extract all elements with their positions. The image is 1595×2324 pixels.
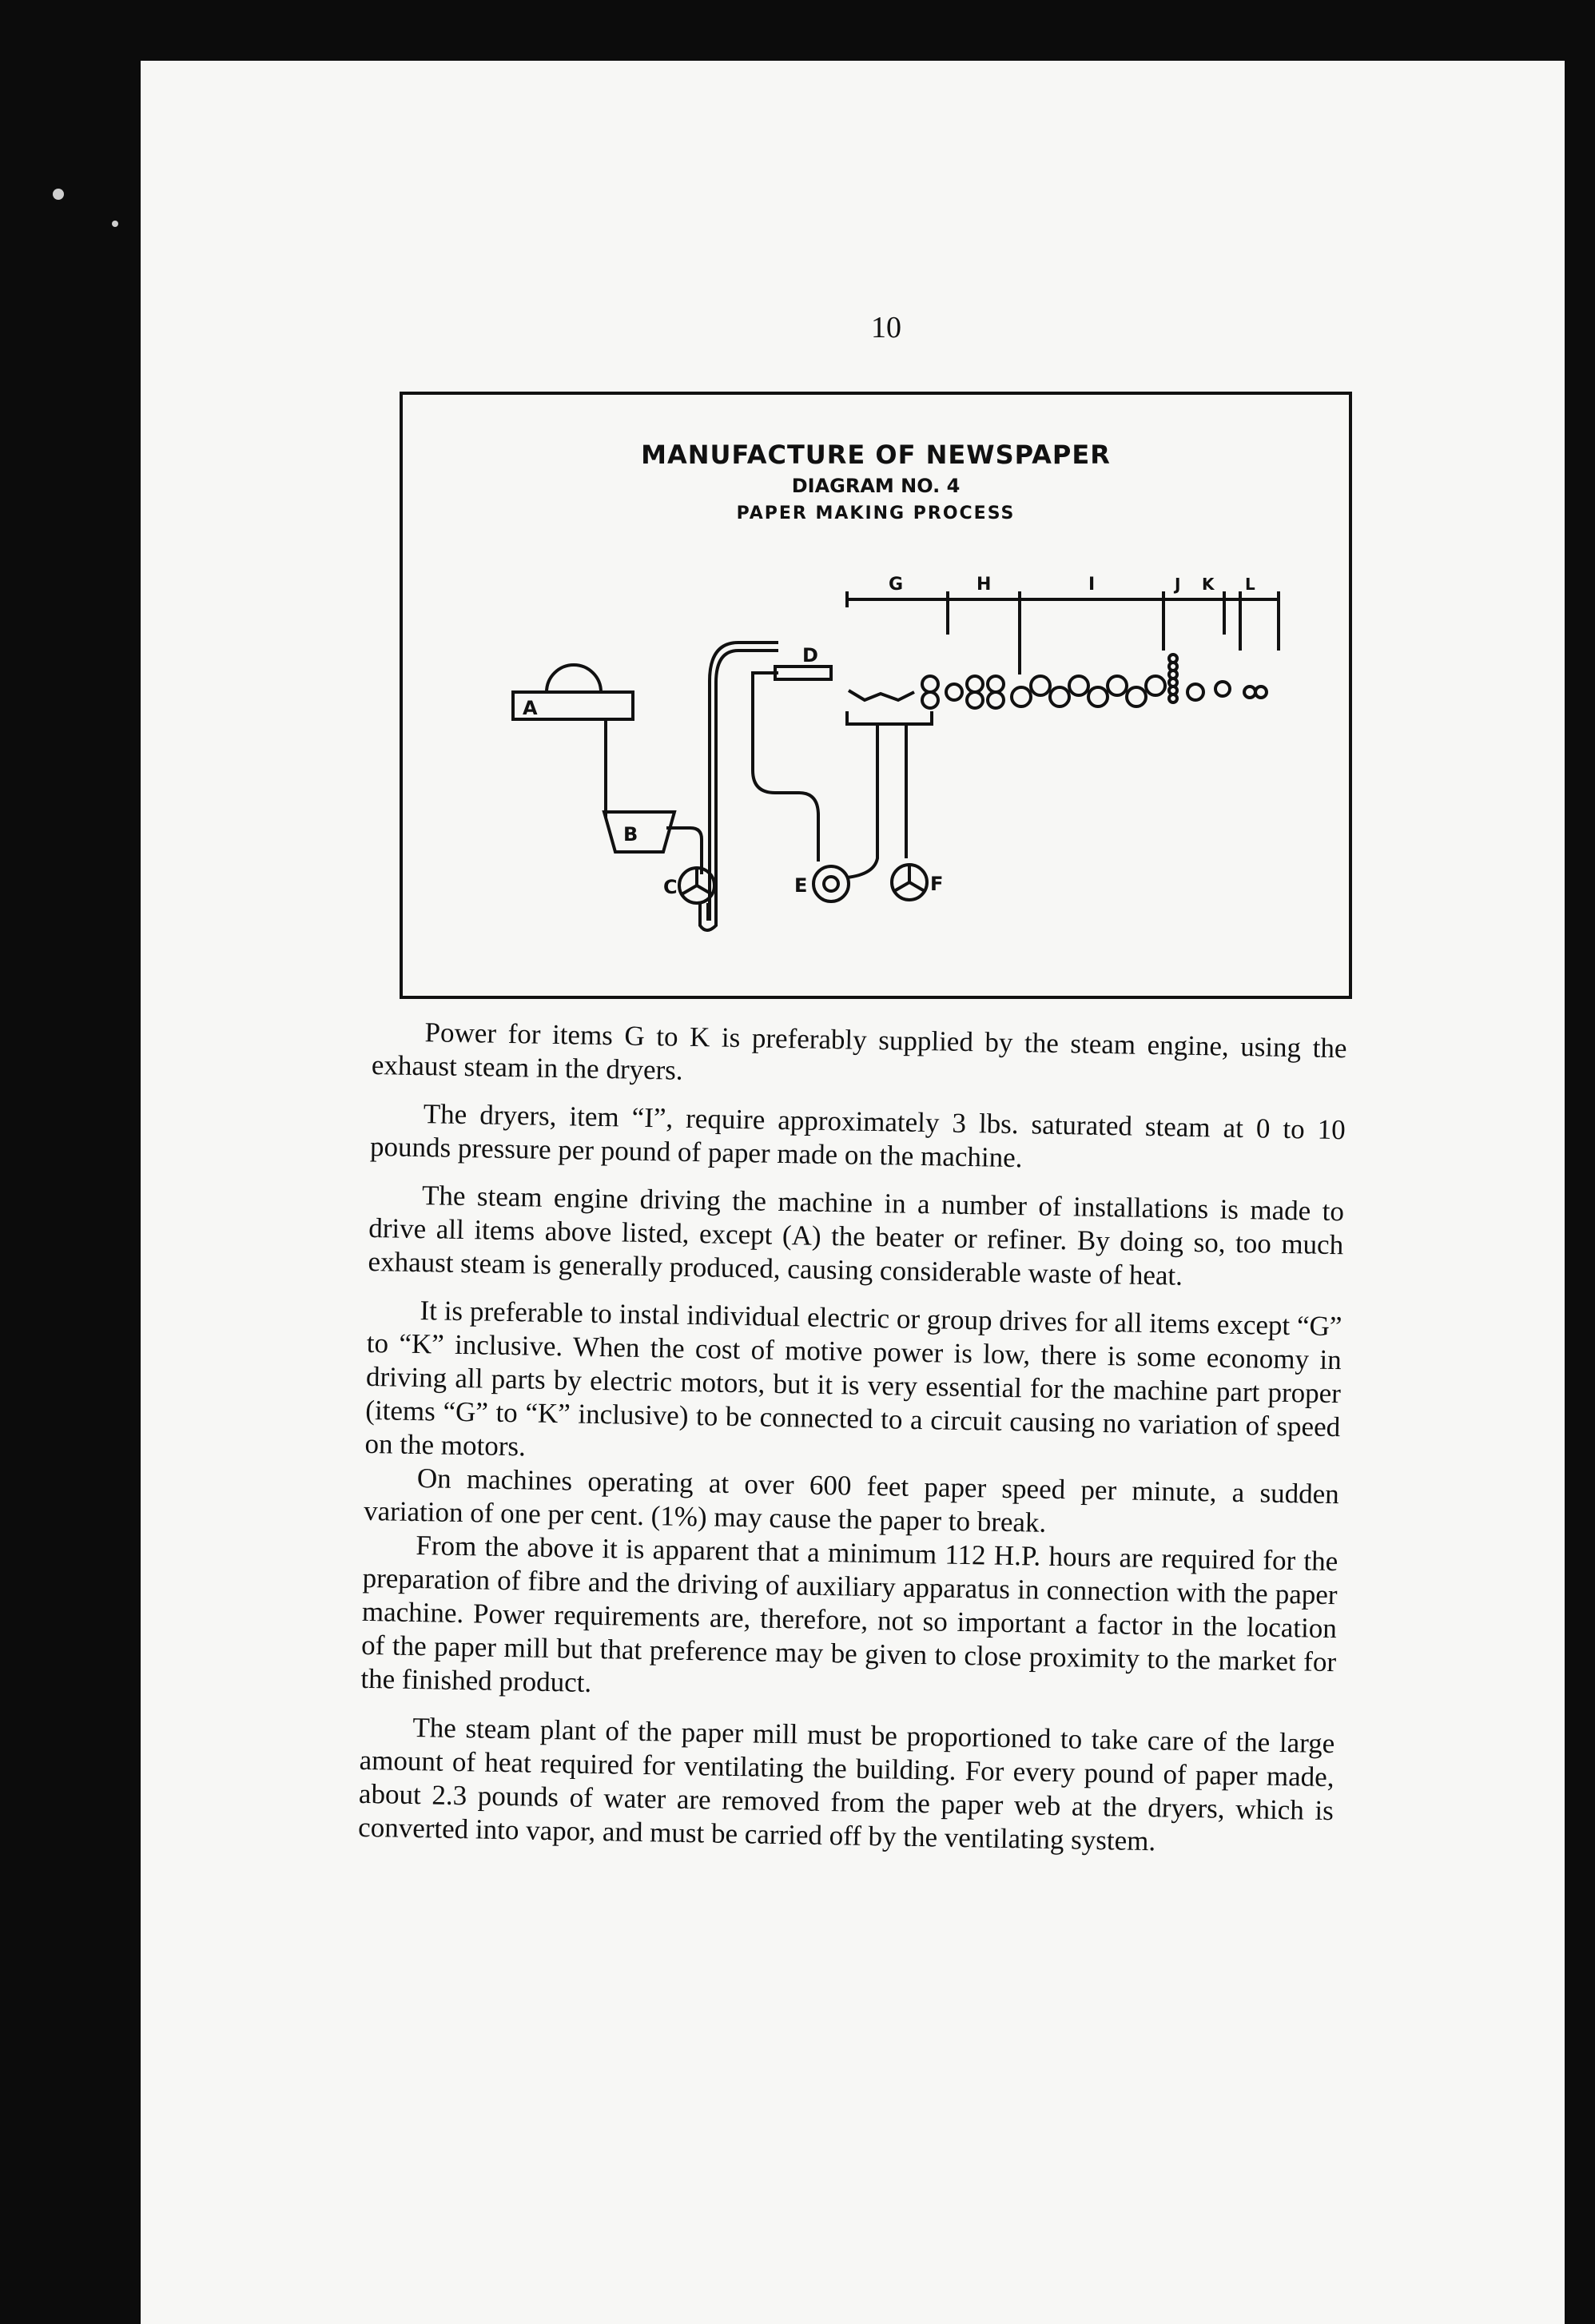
paragraph: Power for items G to K is preferably supplied by the steam engine, using the exhaust steam in the dryers. xyxy=(371,1017,1347,1086)
pipe-c-d-inner xyxy=(708,643,778,919)
paragraph: The dryers, item “I”, require approximately 3 lbs. saturated steam at 0 to 10 pounds pressure per pound of paper made on the machine. xyxy=(369,1098,1346,1174)
chest-b xyxy=(604,812,674,852)
paragraph: From the above it is apparent that a minimum 112 H.P. hours are required for the preparation of fibre and the driving of auxiliary apparatus in connection with the paper machine. Power requirements are, therefore, not so important a factor in the location of the paper mill but that preference may be given to close proximity to the market for the finished product. xyxy=(360,1530,1338,1698)
label-b: B xyxy=(623,823,638,846)
press-rolls xyxy=(922,676,1004,708)
label-h: H xyxy=(976,575,992,595)
pump-e xyxy=(813,866,849,901)
paragraph: The steam engine driving the machine in a number of installations is made to drive all items above listed, except (A) the beater or refiner. By doing so, too much exhaust steam is generally produced, causing considerable waste of heat. xyxy=(368,1180,1345,1291)
section-ticks xyxy=(847,591,1279,675)
scan-speck xyxy=(53,189,64,200)
calender-stack xyxy=(1169,655,1177,702)
pipe-e-d xyxy=(753,673,818,862)
label-f: F xyxy=(930,873,944,895)
figure-subtitle: DIAGRAM NO. 4 xyxy=(791,475,961,497)
paragraph: On machines operating at over 600 feet paper speed per minute, a sudden variation of one per cent. (1%) may cause the paper to break. xyxy=(363,1462,1340,1538)
figure-title: MANUFACTURE OF NEWSPAPER xyxy=(641,440,1111,470)
scan-speck xyxy=(112,221,118,227)
label-l: L xyxy=(1245,575,1255,594)
dryer-rolls xyxy=(1012,676,1165,706)
diagram-figure xyxy=(400,392,1352,999)
label-k: K xyxy=(1202,575,1215,594)
page-number: 10 xyxy=(871,311,901,344)
pipe-e-wire xyxy=(847,726,877,877)
paper-machine-diagram xyxy=(403,395,1349,996)
paragraph: It is preferable to instal individual electric or group drives for all items except “G” to “K” inclusive. When the cost of motive power is low, there is some economy in driving all parts by electric motors, but it is very essential for the machine part proper (items “G” to “K” inclusive) to be connected to a circuit causing no variation of speed on the motors. xyxy=(364,1295,1342,1462)
label-g: G xyxy=(889,575,904,595)
body-text xyxy=(358,1015,1347,1876)
headbox-d xyxy=(775,667,831,679)
pump-e-hub xyxy=(824,877,838,891)
label-j: J xyxy=(1175,575,1181,594)
figure-caption: PAPER MAKING PROCESS xyxy=(736,503,1016,523)
paragraph: The steam plant of the paper mill must be proportioned to take care of the large amount of heat required for ventilating the building. For every pound of paper made, about 2.3 pounds of water are removed from the paper web at the dryers, which is converted into vapor, and must be carried off by the ventilating system. xyxy=(357,1712,1335,1857)
wire-tray xyxy=(847,711,932,724)
label-i: I xyxy=(1088,575,1096,595)
label-a: A xyxy=(523,697,538,719)
label-e: E xyxy=(794,874,808,897)
wire-section xyxy=(849,690,914,700)
reel xyxy=(1187,682,1267,700)
label-d: D xyxy=(802,644,818,667)
beater-a-roll xyxy=(547,665,601,692)
label-c: C xyxy=(663,876,678,898)
